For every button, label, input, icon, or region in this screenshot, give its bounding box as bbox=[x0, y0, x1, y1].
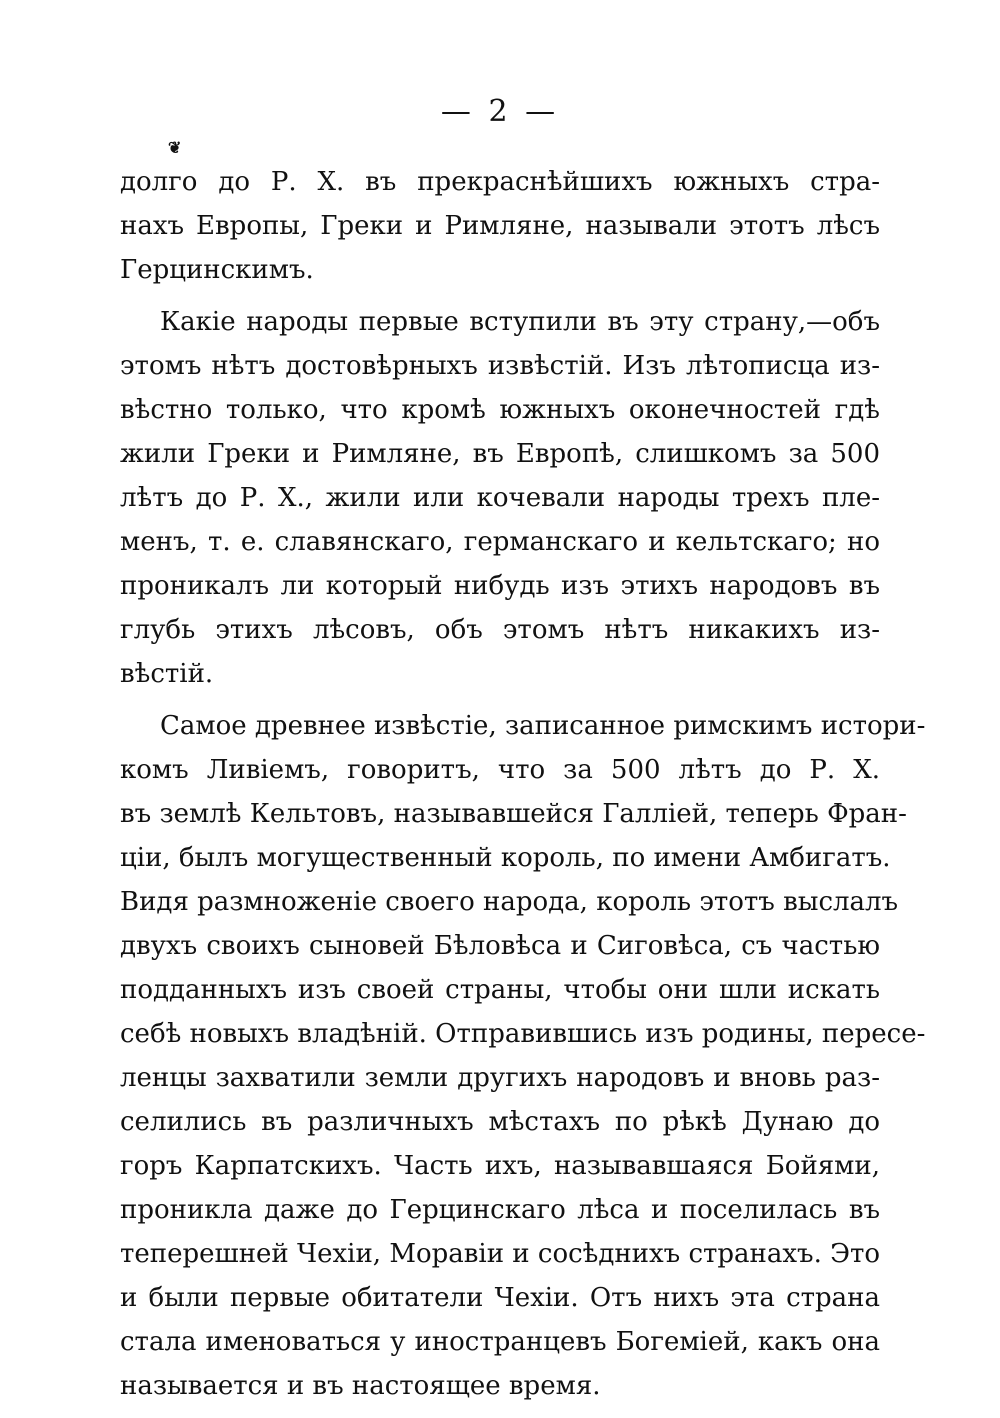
text-line: долго до Р. Х. въ прекраснѣйшихъ южныхъ стра- bbox=[120, 167, 880, 197]
text-line: называется и въ настоящее время. bbox=[120, 1371, 601, 1401]
text-line: ленцы захватили земли другихъ народовъ и вновь раз- bbox=[120, 1063, 880, 1093]
text-line: Какіе народы первые вступили въ эту страну,—объ bbox=[160, 307, 880, 337]
text-line: ціи, былъ могущественный король, по имени Амбигатъ. bbox=[120, 843, 891, 873]
text-line: и были первые обитатели Чехіи. Отъ нихъ эта страна bbox=[120, 1283, 880, 1313]
text-line: себѣ новыхъ владѣній. Отправившись изъ родины, пересе- bbox=[120, 1019, 926, 1049]
text-line: горъ Карпатскихъ. Часть ихъ, называвшаяся Бойями, bbox=[120, 1151, 880, 1181]
text-line: проникалъ ли который нибудь изъ этихъ народовъ въ bbox=[120, 571, 880, 601]
text-line: этомъ нѣтъ достовѣрныхъ извѣстій. Изъ лѣтописца из- bbox=[120, 351, 880, 381]
text-line: теперешней Чехіи, Моравіи и сосѣднихъ странахъ. Это bbox=[120, 1239, 881, 1269]
text-line: въ землѣ Кельтовъ, называвшейся Галліей, теперь Фран- bbox=[120, 799, 907, 829]
ornament-mark: ❦ bbox=[168, 138, 182, 157]
text-line: вѣстій. bbox=[120, 659, 214, 689]
text-line: проникла даже до Герцинскаго лѣса и поселилась въ bbox=[120, 1195, 880, 1225]
text-line: комъ Ливіемъ, говоритъ, что за 500 лѣтъ до Р. Х. bbox=[120, 755, 880, 785]
text-line: вѣстно только, что кромѣ южныхъ оконечностей гдѣ bbox=[120, 395, 880, 425]
text-line: жили Греки и Римляне, въ Европѣ, слишкомъ за 500 bbox=[120, 439, 880, 469]
text-line: Герцинскимъ. bbox=[120, 255, 314, 285]
text-line: стала именоваться у иностранцевъ Богеміей, какъ она bbox=[120, 1327, 880, 1357]
text-line: Видя размноженіе своего народа, король этотъ выслалъ bbox=[120, 887, 899, 917]
text-line: селились въ различныхъ мѣстахъ по рѣкѣ Дунаю до bbox=[120, 1107, 880, 1137]
text-line: подданныхъ изъ своей страны, чтобы они шли искать bbox=[120, 975, 880, 1005]
text-line: менъ, т. е. славянскаго, германскаго и кельтскаго; но bbox=[120, 527, 880, 557]
text-line: Самое древнее извѣстіе, записанное римскимъ истори- bbox=[160, 711, 926, 741]
text-line: глубь этихъ лѣсовъ, объ этомъ нѣтъ никакихъ из- bbox=[120, 615, 880, 645]
text-line: двухъ своихъ сыновей Бѣловѣса и Сиговѣса, съ частью bbox=[120, 931, 880, 961]
text-line: нахъ Европы, Греки и Римляне, называли этотъ лѣсъ bbox=[120, 211, 880, 241]
text-line: лѣтъ до Р. Х., жили или кочевали народы трехъ пле- bbox=[120, 483, 880, 513]
page-number: — 2 — bbox=[440, 94, 560, 129]
